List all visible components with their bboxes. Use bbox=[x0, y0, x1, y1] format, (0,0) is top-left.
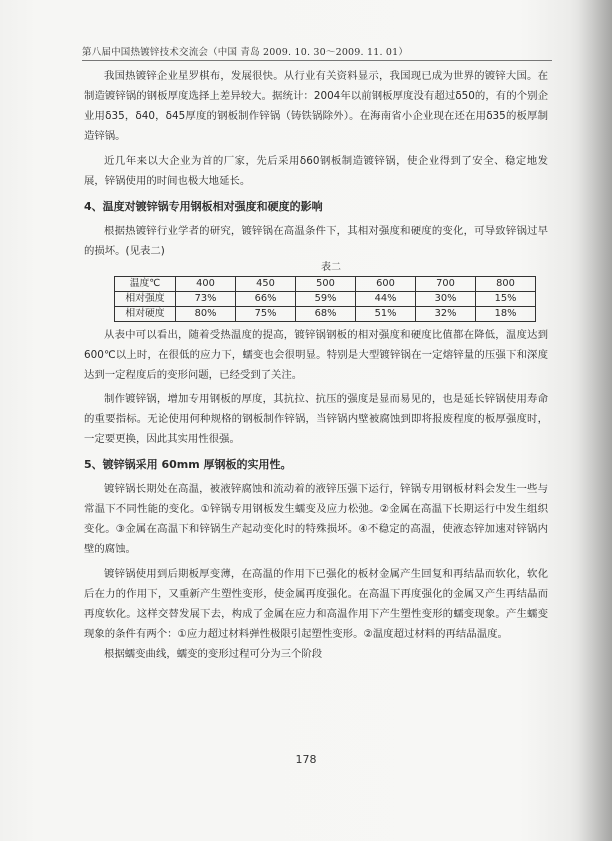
header-rule bbox=[82, 60, 552, 61]
table-cell: 80% bbox=[176, 307, 236, 322]
table-row bbox=[115, 292, 536, 307]
paragraph: 镀锌锅长期处在高温，被液锌腐蚀和流动着的液锌压强下运行，锌锅专用钢板材料会发生一些与常温下不同性能的变化。①锌锅专用钢板发生蠕变及应力松弛。②金属在高温下长期运行中发生组织变化。③金属在高温下和锌锅生产起动变化时的特殊损坏。④不稳定的高温，使液态锌加速对锌锅内壁的腐蚀。 bbox=[84, 483, 548, 555]
table-row bbox=[115, 277, 536, 292]
table-cell: 400 bbox=[176, 277, 236, 292]
paragraph: 从表中可以看出，随着受热温度的提高，镀锌锅钢板的相对强度和硬度比值都在降低，温度达到600℃以上时，在很低的应力下，蠕变也会很明显。特别是大型镀锌锅在一定熔锌量的压强下和深度达到一定程度后的变形问题，已经受到了关注。 bbox=[84, 329, 548, 381]
table-cell: 700 bbox=[416, 277, 476, 292]
page-number: 178 bbox=[295, 753, 317, 766]
table-cell: 30% bbox=[416, 292, 476, 307]
paragraph: 近几年来以大企业为首的厂家，先后采用δ60钢板制造镀锌锅，使企业得到了安全、稳定地发展，锌锅使用的时间也极大地延长。 bbox=[84, 155, 548, 187]
table-cell: 500 bbox=[296, 277, 356, 292]
section-5-title: 5、镀锌锅采用 60mm 厚钢板的实用性。 bbox=[84, 458, 292, 471]
section-4-title: 4、温度对镀锌锅专用钢板相对强度和硬度的影响 bbox=[84, 200, 323, 213]
table-cell: 51% bbox=[356, 307, 416, 322]
paragraph: 根据蠕变曲线，蠕变的变形过程可分为三个阶段 bbox=[104, 648, 323, 660]
table-cell: 450 bbox=[236, 277, 296, 292]
table-cell: 44% bbox=[356, 292, 416, 307]
table-cell: 温度℃ bbox=[115, 277, 176, 292]
paragraph: 镀锌锅使用到后期板厚变薄，在高温的作用下已强化的板材金属产生回复和再结晶而软化，软化后在力的作用下，又重新产生塑性变形，使金属再度强化。在高温下再度强化的金属又产生再结晶而再度软化。这样交替发展下去，构成了金属在应力和高温作用下产生塑性变形的蠕变现象。产生蠕变现象的条件有两个：①应力超过材料弹性极限引起塑性变形。②温度超过材料的再结晶温度。 bbox=[84, 568, 548, 640]
table-cell: 59% bbox=[296, 292, 356, 307]
table-caption: 表二 bbox=[321, 262, 341, 273]
table-cell: 600 bbox=[356, 277, 416, 292]
table-row bbox=[115, 307, 536, 322]
table-cell: 68% bbox=[296, 307, 356, 322]
paragraph: 制作镀锌锅，增加专用钢板的厚度，其抗拉、抗压的强度是显而易见的，也是延长锌锅使用寿命的重要指标。无论使用何种规格的钢板制作锌锅，当锌锅内壁被腐蚀到即将报废程度的板厚强度时，一定要更换，因此其实用性很强。 bbox=[84, 393, 548, 445]
table-cell: 15% bbox=[476, 292, 536, 307]
data-table bbox=[114, 276, 536, 322]
table-cell: 75% bbox=[236, 307, 296, 322]
table-cell: 18% bbox=[476, 307, 536, 322]
paragraph: 我国热镀锌企业星罗棋布，发展很快。从行业有关资料显示，我国现已成为世界的镀锌大国。在制造镀锌锅的钢板厚度选择上差异较大。据统计：2004年以前钢板厚度没有超过δ50的，有的个别企业用δ35，δ40，δ45厚度的钢板制作锌锅（铸铁锅除外）。在海南省小企业现在还在用δ35的板厚制造锌锅。 bbox=[84, 70, 548, 142]
table-cell: 800 bbox=[476, 277, 536, 292]
paragraph: 根据热镀锌行业学者的研究，镀锌锅在高温条件下，其相对强度和硬度的变化，可导致锌锅过早的损坏。(见表二) bbox=[84, 225, 548, 257]
body-content bbox=[84, 66, 548, 664]
page-edge-shadow bbox=[578, 0, 612, 841]
table-cell: 66% bbox=[236, 292, 296, 307]
running-header: 第八届中国热镀锌技术交流会（中国 青岛 2009. 10. 30～2009. 11. 01） bbox=[82, 44, 552, 61]
table-cell: 32% bbox=[416, 307, 476, 322]
table-cell: 相对强度 bbox=[115, 292, 176, 307]
table-cell: 相对硬度 bbox=[115, 307, 176, 322]
table-cell: 73% bbox=[176, 292, 236, 307]
